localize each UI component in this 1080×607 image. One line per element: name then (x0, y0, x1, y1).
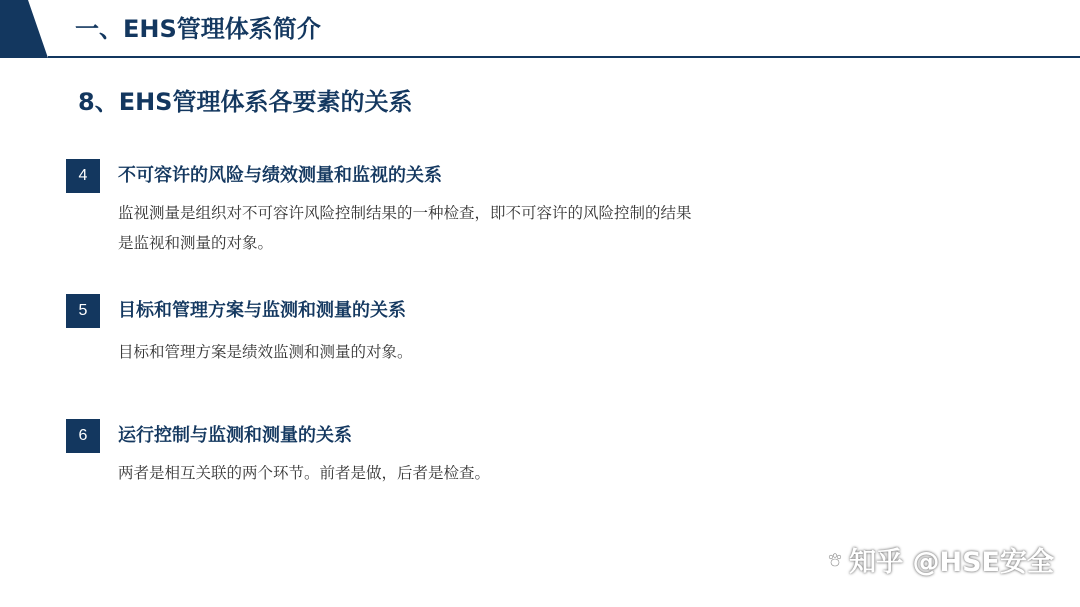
item-title: 运行控制与监测和测量的关系 (118, 425, 352, 446)
header-divider (48, 56, 1080, 58)
item-description-line: 监视测量是组织对不可容许风险控制结果的一种检查，即不可容许的风险控制的结果 (118, 204, 692, 222)
item-description-line: 目标和管理方案是绩效监测和测量的对象。 (118, 343, 413, 361)
number-badge: 6 (66, 419, 100, 453)
item-description-line: 是监视和测量的对象。 (118, 234, 274, 252)
watermark-text: 知乎 @HSE安全 (849, 547, 1054, 578)
number-badge: 4 (66, 159, 100, 193)
paw-icon (827, 552, 843, 568)
item-description-line: 两者是相互关联的两个环节。前者是做，后者是检查。 (118, 464, 491, 482)
section-title: 8、EHS管理体系各要素的关系 (78, 88, 413, 116)
page-title: 一、EHS管理体系简介 (75, 15, 321, 43)
header-accent-shape (0, 0, 48, 58)
watermark (827, 540, 1054, 579)
number-badge: 5 (66, 294, 100, 328)
item-title: 不可容许的风险与绩效测量和监视的关系 (118, 165, 442, 186)
item-title: 目标和管理方案与监测和测量的关系 (118, 300, 406, 321)
